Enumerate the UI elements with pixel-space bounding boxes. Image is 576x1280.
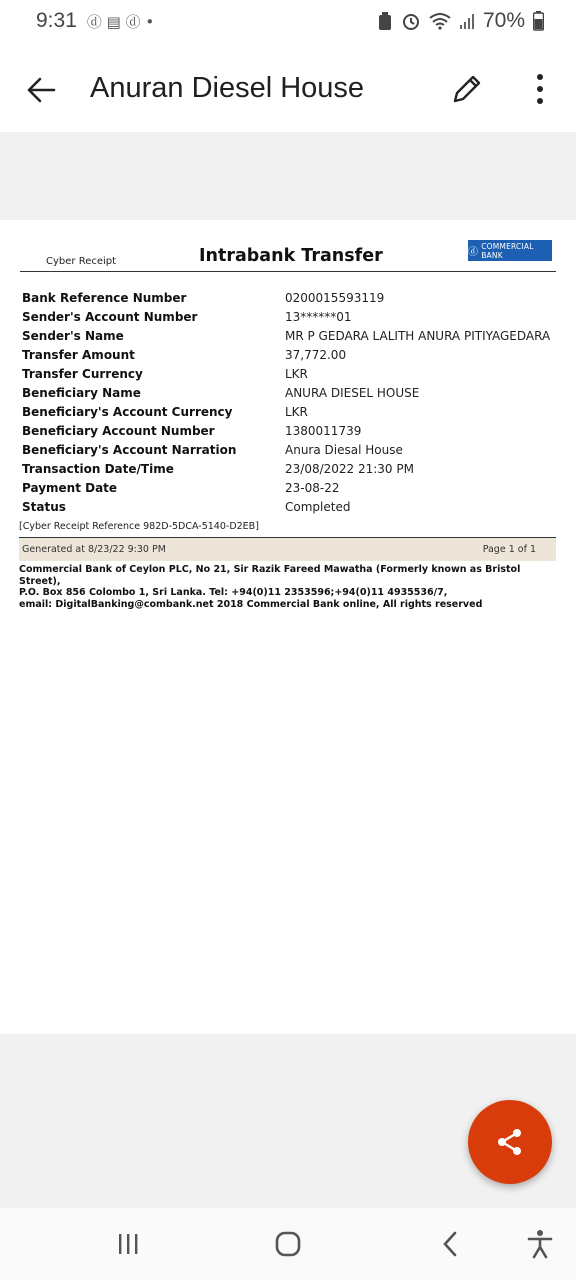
generated-bar <box>19 537 556 561</box>
field-label: Transfer Amount <box>22 347 135 362</box>
field-row <box>22 326 552 345</box>
share-button[interactable] <box>468 1100 552 1184</box>
app-bar <box>0 46 576 132</box>
field-label: Transaction Date/Time <box>22 461 174 476</box>
receipt-header <box>20 241 556 272</box>
field-label: Sender's Name <box>22 328 124 343</box>
field-row <box>22 288 552 307</box>
battery-text: 70% <box>482 9 525 32</box>
field-label: Transfer Currency <box>22 366 143 381</box>
cyber-receipt-label: Cyber Receipt <box>46 256 117 267</box>
home-button[interactable] <box>272 1228 304 1260</box>
field-value: LKR <box>285 366 308 381</box>
field-value: ANURA DIESEL HOUSE <box>285 385 420 400</box>
back-icon <box>438 1230 462 1258</box>
notification-icons: ⓓ ▤ ⓓ • <box>86 12 155 31</box>
generated-text: Generated at 8/23/22 9:30 PM <box>22 544 166 555</box>
back-arrow-icon[interactable] <box>24 72 60 108</box>
accessibility-icon <box>526 1229 554 1259</box>
navigation-bar <box>0 1208 576 1280</box>
page-number: Page 1 of 1 <box>482 544 536 555</box>
field-row <box>22 383 552 402</box>
field-value: 13******01 <box>285 309 352 324</box>
receipt-title: Intrabank Transfer <box>199 246 383 266</box>
back-button[interactable] <box>434 1228 466 1260</box>
field-value: Anura Diesal House <box>285 442 403 457</box>
field-label: Status <box>22 499 66 514</box>
bank-logo: ⓓ COMMERCIAL BANK <box>468 240 552 261</box>
footer-line: Commercial Bank of Ceylon PLC, No 21, Sir Razik Fareed Mawatha (Formerly known as Bristol Street), <box>19 564 521 587</box>
field-value: 23/08/2022 21:30 PM <box>285 461 414 476</box>
footer-line: email: DigitalBanking@combank.net 2018 Commercial Bank online, All rights reserved <box>19 598 483 610</box>
document-viewer[interactable] <box>0 132 576 1208</box>
field-row <box>22 364 552 383</box>
share-icon <box>495 1127 525 1157</box>
field-value: 0200015593119 <box>285 290 385 305</box>
field-value: Completed <box>285 499 351 514</box>
field-label: Sender's Account Number <box>22 309 198 324</box>
field-value: LKR <box>285 404 308 419</box>
battery-icon <box>533 11 544 31</box>
field-label: Payment Date <box>22 480 118 495</box>
receipt-page <box>0 220 576 1034</box>
field-row <box>22 478 552 497</box>
bank-footer <box>19 564 559 610</box>
field-row <box>22 421 552 440</box>
wifi-icon <box>429 12 451 30</box>
signal-icon <box>459 12 475 30</box>
field-row <box>22 440 552 459</box>
status-bar <box>0 0 576 46</box>
receipt-fields <box>22 288 552 516</box>
status-time: 9:31 <box>36 9 77 32</box>
more-vert-icon[interactable] <box>522 70 558 108</box>
field-row <box>22 307 552 326</box>
field-label: Beneficiary's Account Narration <box>22 442 237 457</box>
field-label: Bank Reference Number <box>22 290 187 305</box>
field-value: 1380011739 <box>285 423 362 438</box>
home-icon <box>274 1230 302 1258</box>
field-row <box>22 459 552 478</box>
field-row <box>22 497 552 516</box>
field-value: MR P GEDARA LALITH ANURA PITIYAGEDARA <box>285 328 551 343</box>
field-label: Beneficiary Account Number <box>22 423 215 438</box>
field-value: 23-08-22 <box>285 480 340 495</box>
bank-logo-text: COMMERCIAL BANK <box>481 241 534 260</box>
field-value: 37,772.00 <box>285 347 347 362</box>
field-row <box>22 402 552 421</box>
footer-line: P.O. Box 856 Colombo 1, Sri Lanka. Tel: +94(0)11 2353596;+94(0)11 4935536/7, <box>19 587 448 598</box>
page-title: Anuran Diesel House <box>90 72 365 104</box>
accessibility-button[interactable] <box>524 1228 556 1260</box>
receipt-reference: [Cyber Receipt Reference 982D-5DCA-5140-D2EB] <box>19 521 259 532</box>
recents-button[interactable] <box>112 1228 144 1260</box>
field-label: Beneficiary Name <box>22 385 141 400</box>
recents-icon <box>115 1231 141 1257</box>
field-row <box>22 345 552 364</box>
pencil-icon[interactable] <box>448 70 486 108</box>
alarm-icon <box>401 11 421 31</box>
clean-icon <box>377 11 393 31</box>
field-label: Beneficiary's Account Currency <box>22 404 233 419</box>
